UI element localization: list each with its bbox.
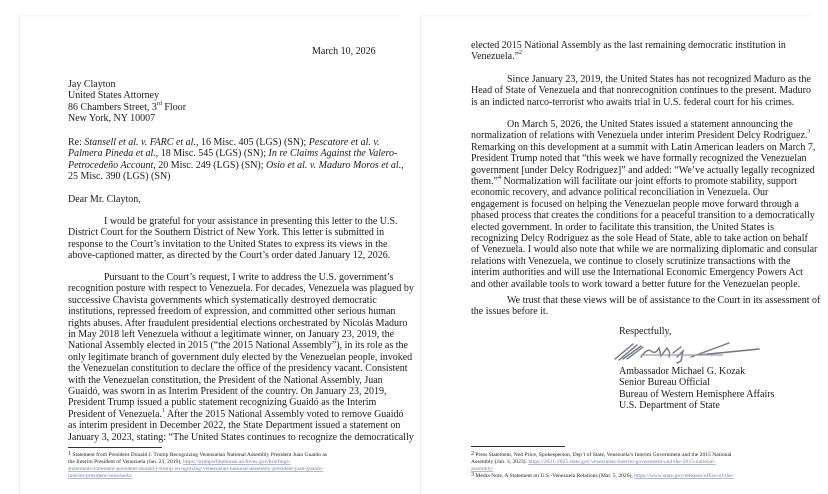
footnote-ref-2: 2 bbox=[519, 50, 523, 57]
page-edge bbox=[20, 15, 401, 17]
footnote-3-link[interactable]: https://www.state.gov/releases/office-of-the- bbox=[634, 473, 734, 479]
paragraph-4: On March 5, 2026, the United States issued a statement announcing the normalization of relations with Venezuela under interim President Delcy Rodriguez.$^3$ Remarking on this development at a summit with Latin American leaders on March 7, President Trump noted that “this week we have formally recognized the Venezuelan government [under Delcy Rodriguez]” and added: “We’ve actually legally recognized them.”$^4$ Normalization will facilitate our joint efforts to promote stability, support economic recovery, and advance political reconciliation in Venezuela. Our engagement is focused on helping the Venezuelan people move forward through a phased process that creates the conditions for a peaceful transition to a democratically elected government. In order to facilitate this transition, the United States is recognizing Delcy Rodriguez as the sole Head of State, able to take action on behalf of Venezuela. I would also note that while we are normalizing diplomatic and consular relations with Venezuela, we continue to closely scrutinize transactions with the interim authorities and will use the International Economic Emergency Powers Act and other available tools to work toward a better future for the Venezuelan people. bbox=[471, 119, 818, 290]
recipient-city: New York, NY 10007 bbox=[68, 113, 156, 125]
signer-title: Senior Bureau Official bbox=[619, 377, 710, 389]
footnote-1: $^1$ Statement from President Donald J. Trump Recognizing Venezuelan National Assembly President Juan Guaido as the Interim President of Venezuela (Jan. 23, 2019), https://trumpwhitehouse.archives.gov/briefings- statements/statement-president-donald-j-trump-recognizing-venezuelan-national-assembly-president-juan-guaido- interim-president-venezuela/ bbox=[68, 451, 328, 479]
letter-page-1 bbox=[19, 16, 414, 494]
footnote-2-link[interactable]: https://2021-2025.state.gov/venezuelas-interim-government-and-the-2015-national- bbox=[528, 459, 716, 465]
recipient-title: United States Attorney bbox=[68, 90, 160, 102]
paragraph-1: I would be grateful for your assistance in presenting this letter to the U.S. District Court for the Southern District of New York. This letter is submitted in response to the Court’s invitation to the United States to express its views in the above-captioned matter, as directed by the Court’s order dated January 12, 2026. bbox=[68, 216, 398, 262]
footnote-divider bbox=[471, 446, 565, 447]
closing: Respectfully, bbox=[619, 326, 672, 337]
paragraph-2: Pursuant to the Court’s request, I write to address the U.S. government’s recognition posture with respect to Venezuela. For decades, Venezuela was plagued by successive Chavista governments which systematically destroyed democratic institutions, repressed freedom of expression, and committed other serious human rights abuses. After fraudulent presidential elections orchestrated by Nicolás Maduro in May 2018 left Venezuela without a legitimate winner, on January 23, 2019, the National Assembly elected in 2015 (“the 2015 National Assembly”), in its role as the only legitimate branch of government duly elected by the Venezuelan people, invoked the Venezuelan constitution to declare the office of the presidency vacant. Consistent with the Venezuelan constitution, the President of the National Assembly, Juan Guaidó, was sworn in as Interim President of the country. On January 23, 2019, President Trump issued a public statement recognizing Guaidó as the Interim President of Venezuela.$^1$ After the 2015 National Assembly voted to remove Guaidó as interim president in December 2022, the State Department issued a statement on January 3, 2023, stating: “The United States continues to recognize the democratically bbox=[68, 272, 414, 443]
recipient-street: 86 Chambers Street, 3rd Floor bbox=[68, 100, 187, 113]
footnote-2-link-end[interactable]: assembly/ bbox=[471, 466, 494, 472]
footnote-1-link[interactable]: https://trumpwhitehouse.archives.gov/briefings- bbox=[183, 459, 291, 465]
signer-department: U.S. Department of State bbox=[619, 400, 720, 412]
letter-page-2 bbox=[420, 16, 821, 494]
recipient-name: Jay Clayton bbox=[68, 79, 116, 90]
footnote-ref-4: 4 bbox=[497, 175, 501, 182]
re-line: Re: Stansell et al. v. FARC et al., 16 Misc. 405 (LGS) (SN); Pescatore et al. v. Palmera Pineda et al., 18 Misc. 545 (LGS) (SN); In re Claims Against the Valero- Petrocedeño Account, 20 Misc. 249 (LGS) (SN); Osio et al. v. Maduro Moros et al., 25 Misc. 390 (LGS) (SN) bbox=[68, 137, 404, 183]
salutation: Dear Mr. Clayton, bbox=[68, 194, 141, 205]
paragraph-5: We trust that these views will be of assistance to the Court in its assessment of the issues before it. bbox=[471, 295, 821, 318]
signature-block bbox=[619, 366, 774, 412]
letter-date: March 10, 2026 bbox=[312, 46, 376, 57]
footnote-ref-3: 3 bbox=[807, 129, 811, 136]
continued-quote: elected 2015 National Assembly as the last remaining democratic institution in Venezuela.”$^2$ bbox=[471, 40, 786, 63]
footnote-1-link-end[interactable]: interim-president-venezuela/ bbox=[68, 473, 133, 479]
footnote-ref-1: 1 bbox=[161, 407, 165, 414]
signer-bureau: Bureau of Western Hemisphere Affairs bbox=[619, 388, 775, 400]
paragraph-3: Since January 23, 2019, the United States has not recognized Maduro as the Head of State of Venezuela and that nonrecognition continues to the present. Maduro is an indicted narco-terrorist who awaits trial in U.S. federal court for his crimes. bbox=[471, 74, 811, 108]
recipient-address bbox=[68, 79, 186, 125]
footnote-1-link-cont[interactable]: statements/statement-president-donald-j-trump-recognizing-venezuelan-national-assembly-president-juan-guaido- bbox=[68, 466, 324, 472]
signature-image bbox=[611, 339, 761, 365]
footnote-divider bbox=[68, 447, 162, 448]
page-edge bbox=[421, 15, 810, 17]
footnotes-page-2: $^2$ Press Statement, Ned Price, Spokesperson, Dep’t of State, Venezuela’s Interim Government and the 2015 National Assembly (Jan. 3, 2023). https://2021-2025.state.gov/venezuelas-interim-government-and-the-2015-national- assembly/ $^3$ Media Note, A Statement on U.S.-Venezuela Relations (Mar. 5, 2026), https://www.state.gov/releases/office-of-the- bbox=[471, 451, 734, 479]
signer-name: Ambassador Michael G. Kozak bbox=[619, 366, 746, 377]
